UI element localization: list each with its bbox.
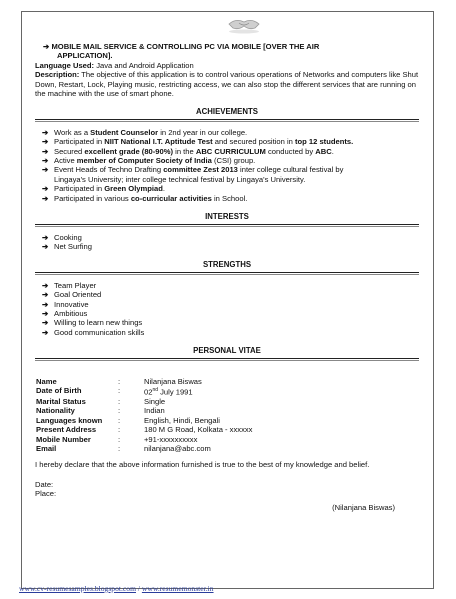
list-item: ➔ Willing to learn new things [42, 318, 143, 328]
section-divider [35, 358, 419, 359]
list-item: ➔ Participated in Green Olympiad. [42, 184, 166, 194]
achievements-list [35, 128, 419, 203]
resume-page [21, 11, 434, 589]
project-title [35, 42, 419, 51]
list-item: ➔ Ambitious [42, 308, 88, 318]
list-item: ➔ Event Heads of Techno Drafting committee Zest 2013 inter college cultural festival by Lingaya's University; inter college technical festival by Lingaya's University. [42, 165, 419, 184]
table-row: Mobile Number : +91-xxxxxxxxxx [36, 434, 198, 444]
arrow-right-icon: ➔ [42, 327, 49, 337]
table-row: Date of Birth : 02nd July 1991 [36, 386, 252, 397]
interests-section [35, 212, 419, 251]
table-row: Email : nilanjana@abc.com [36, 444, 252, 453]
arrow-right-icon: ➔ [42, 299, 49, 309]
project-language: Language Used: Java and Android Application [35, 60, 194, 70]
list-item: ➔ Innovative [42, 299, 89, 309]
arrow-right-icon: ➔ [42, 308, 49, 318]
achievements-section [35, 107, 419, 203]
interests-list [35, 233, 419, 252]
list-item: ➔ Team Player [42, 280, 97, 290]
list-item-continuation: Lingaya's University; inter college technical festival by Lingaya's University. [54, 174, 306, 184]
table-row: Name : Nilanjana Biswas [36, 376, 202, 386]
list-item: ➔ Participated in NIIT National I.T. Aptitude Test and secured position in top 12 students. [42, 137, 354, 147]
arrow-right-icon: ➔ [42, 318, 49, 328]
arrow-right-icon: ➔ [42, 280, 49, 290]
arrow-right-icon: ➔ [42, 165, 49, 175]
project-section [35, 42, 419, 98]
list-item: ➔ Goal Oriented [42, 290, 102, 300]
achievements-heading: ACHIEVEMENTS [196, 107, 258, 117]
project-title-line1: MOBILE MAIL SERVICE & CONTROLLING PC VIA MOBILE [OVER THE AIR [51, 42, 320, 51]
section-divider [35, 224, 419, 225]
handshake-logo-icon [227, 14, 261, 34]
personal-vitae-section [35, 346, 419, 512]
table-row: Languages known : English, Hindi, Bengali [36, 415, 220, 425]
section-divider-thin [35, 226, 419, 227]
section-divider [35, 119, 419, 120]
section-divider [35, 272, 419, 273]
list-item: ➔ Active member of Computer Society of India (CSI) group. [42, 156, 256, 166]
arrow-right-icon: ➔ [42, 290, 49, 300]
arrow-right-icon: ➔ [42, 232, 49, 242]
date-of-birth-value: 02nd July 1991 [144, 386, 193, 397]
project-description: Description: The objective of this application is to control various operations of Networks and computers like Shut Down, Restart, Lock, Playing music, restricting access, we can also stop the different services that are running on the machine with the use of smart phone. [35, 70, 419, 99]
footer-link-cv-resumesamples[interactable]: www.cv-resumesamples.blogspot.com [19, 584, 136, 593]
table-row: Present Address : 180 M G Road, Kolkata - xxxxxx [36, 425, 253, 435]
arrow-right-icon: ➔ [42, 156, 49, 166]
project-title-line2: APPLICATION]. [57, 51, 113, 61]
list-item: ➔ Work as a Student Counselor in 2nd year in our college. [42, 127, 248, 137]
table-row: Nationality : Indian [36, 406, 165, 416]
section-divider-thin [35, 274, 419, 275]
strengths-section [35, 260, 419, 337]
interests-heading: INTERESTS [205, 212, 249, 222]
section-divider-thin [35, 360, 419, 361]
arrow-right-icon: ➔ [42, 241, 49, 251]
footer-links: www.cv-resumesamples.blogspot.com / www.resumemonster.in [19, 584, 214, 593]
email-value: nilanjana@abc.com [144, 443, 211, 453]
section-divider-thin [35, 121, 419, 122]
strengths-list [35, 281, 419, 337]
list-item: ➔ Secured excellent grade (80-90%) in the ABC CURRICULUM conducted by ABC. [42, 146, 334, 156]
arrow-right-icon: ➔ [43, 42, 52, 51]
strengths-heading: STRENGTHS [202, 260, 252, 270]
list-item: ➔ Cooking [42, 232, 82, 242]
arrow-right-icon: ➔ [42, 127, 49, 137]
list-item: ➔ Net Surfing [42, 241, 92, 251]
signature-name: (Nilanjana Biswas) [332, 502, 395, 512]
personal-details-table [36, 377, 252, 454]
personal-vitae-heading: PERSONAL VITAE [193, 346, 261, 356]
declaration-text: I hereby declare that the above information furnished is true to the best of my knowledge and belief. [35, 460, 370, 470]
footer-link-resumemonster[interactable]: www.resumemonster.in [141, 584, 214, 593]
list-item: ➔ Good communication skills [42, 327, 145, 337]
arrow-right-icon: ➔ [42, 184, 49, 194]
date-label: Date: [35, 479, 54, 489]
place-label: Place: [35, 489, 57, 499]
arrow-right-icon: ➔ [42, 193, 49, 203]
arrow-right-icon: ➔ [42, 137, 49, 147]
list-item: ➔ Participated in various co-curricular activities in School. [42, 193, 248, 203]
arrow-right-icon: ➔ [42, 146, 49, 156]
table-row: Marital Status : Single [36, 396, 166, 406]
